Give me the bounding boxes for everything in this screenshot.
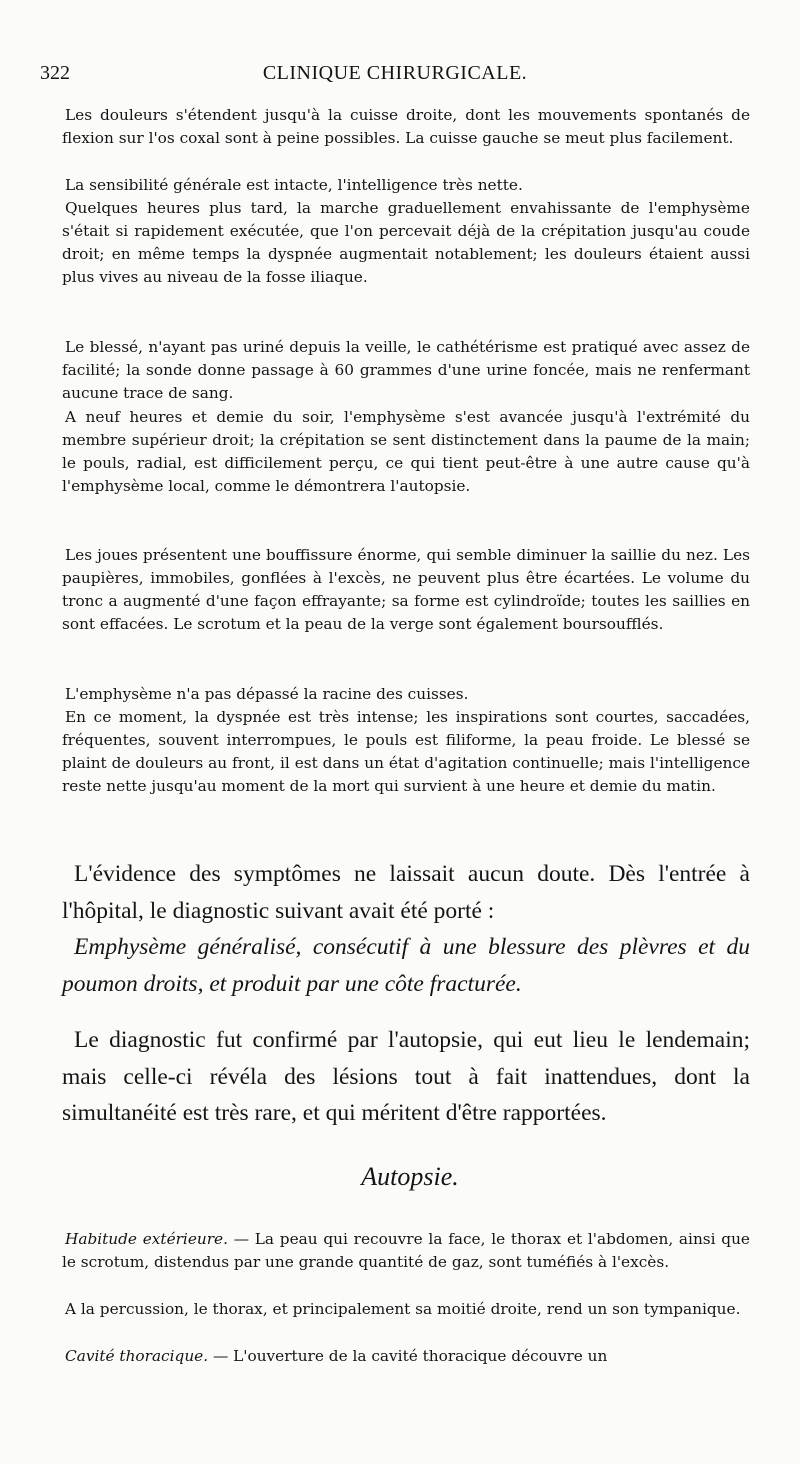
paragraph: Le blessé, n'ayant pas uriné depuis la veille, le cathétérisme est pratiqué avec assez de facilité; la sonde donne passage à 60 grammes d'une urine foncée, mais ne renfermant aucune trace de sang. bbox=[62, 338, 750, 403]
paragraph: La sensibilité générale est intacte, l'intelligence très nette. bbox=[65, 176, 523, 194]
section-title: Autopsie. bbox=[361, 1162, 459, 1191]
paragraph-text: A la percussion, le thorax, et principalement sa moitié droite, rend un son tympanique. bbox=[65, 1300, 741, 1318]
paragraph: L'emphysème n'a pas dépassé la racine des cuisses. bbox=[65, 685, 469, 703]
running-head: CLINIQUE CHIRURGICALE. bbox=[262, 62, 528, 84]
paragraph-label: Habitude extérieure. bbox=[65, 1230, 228, 1248]
page-header bbox=[40, 62, 750, 90]
paragraph: Quelques heures plus tard, la marche graduellement envahissante de l'emphysème s'était si rapidement exécutée, que l'on percevait déjà de la crépitation jusqu'au coude droit; en même temps la dyspnée augmentait notablement; les douleurs étaient aussi plus vives au niveau de la fosse iliaque. bbox=[62, 199, 750, 287]
paragraph: A neuf heures et demie du soir, l'emphysème s'est avancée jusqu'à l'extrémité du membre supérieur droit; la crépitation se sent distinctement dans la paume de la main; le pouls, radial, est difficilement perçu, ce qui tient peut-être à une autre cause qu'à l'emphysème local, comme le démontrera l'autopsie. bbox=[62, 408, 750, 496]
paragraph-label: Cavité thoracique. bbox=[65, 1347, 209, 1365]
paragraph-text: — L'ouverture de la cavité thoracique découvre un bbox=[208, 1347, 608, 1365]
autopsy-paragraph bbox=[62, 1298, 750, 1321]
page-number: 322 bbox=[40, 62, 70, 84]
autopsy-paragraph bbox=[62, 1345, 750, 1368]
large-paragraph: Le diagnostic fut confirmé par l'autopsie, qui eut lieu le lendemain; mais celle-ci révéla des lésions tout à fait inattendues, dont la simultanéité est très rare, et qui méritent d'être rapportées. bbox=[62, 1027, 750, 1127]
paragraph-text: — La peau qui recouvre la face, le thorax et l'abdomen, ainsi que le scrotum, distendus par une grande quantité de gaz, sont tuméfiés à l'excès. bbox=[62, 1230, 750, 1272]
diagnosis-paragraph: Emphysème généralisé, consécutif à une blessure des plèvres et du poumon droits, et produit par une côte fracturée. bbox=[62, 934, 750, 997]
paragraph: Les joues présentent une bouffissure énorme, qui semble diminuer la saillie du nez. Les paupières, immobiles, gonflées à l'excès, ne peuvent plus être écartées. Le volume du tronc a augmenté d'une façon effrayante; sa forme est cylindroïde; toutes les saillies en sont effacées. Le scrotum et la peau de la verge sont également boursoufflés. bbox=[62, 546, 750, 634]
paragraph: En ce moment, la dyspnée est très intense; les inspirations sont courtes, saccadées, fréquentes, souvent interrompues, le pouls est filiforme, la peau froide. Le blessé se plaint de douleurs au front, il est dans un état d'agitation continuelle; mais l'intelligence reste nette jusqu'au moment de la mort qui survient à une heure et demie du matin. bbox=[62, 708, 750, 796]
autopsy-paragraph bbox=[62, 1228, 750, 1274]
large-paragraph: L'évidence des symptômes ne laissait aucun doute. Dès l'entrée à l'hôpital, le diagnostic suivant avait été porté : bbox=[62, 861, 750, 924]
paragraph: Les douleurs s'étendent jusqu'à la cuisse droite, dont les mouvements spontanés de flexion sur l'os coxal sont à peine possibles. La cuisse gauche se meut plus facilement. bbox=[62, 106, 750, 148]
